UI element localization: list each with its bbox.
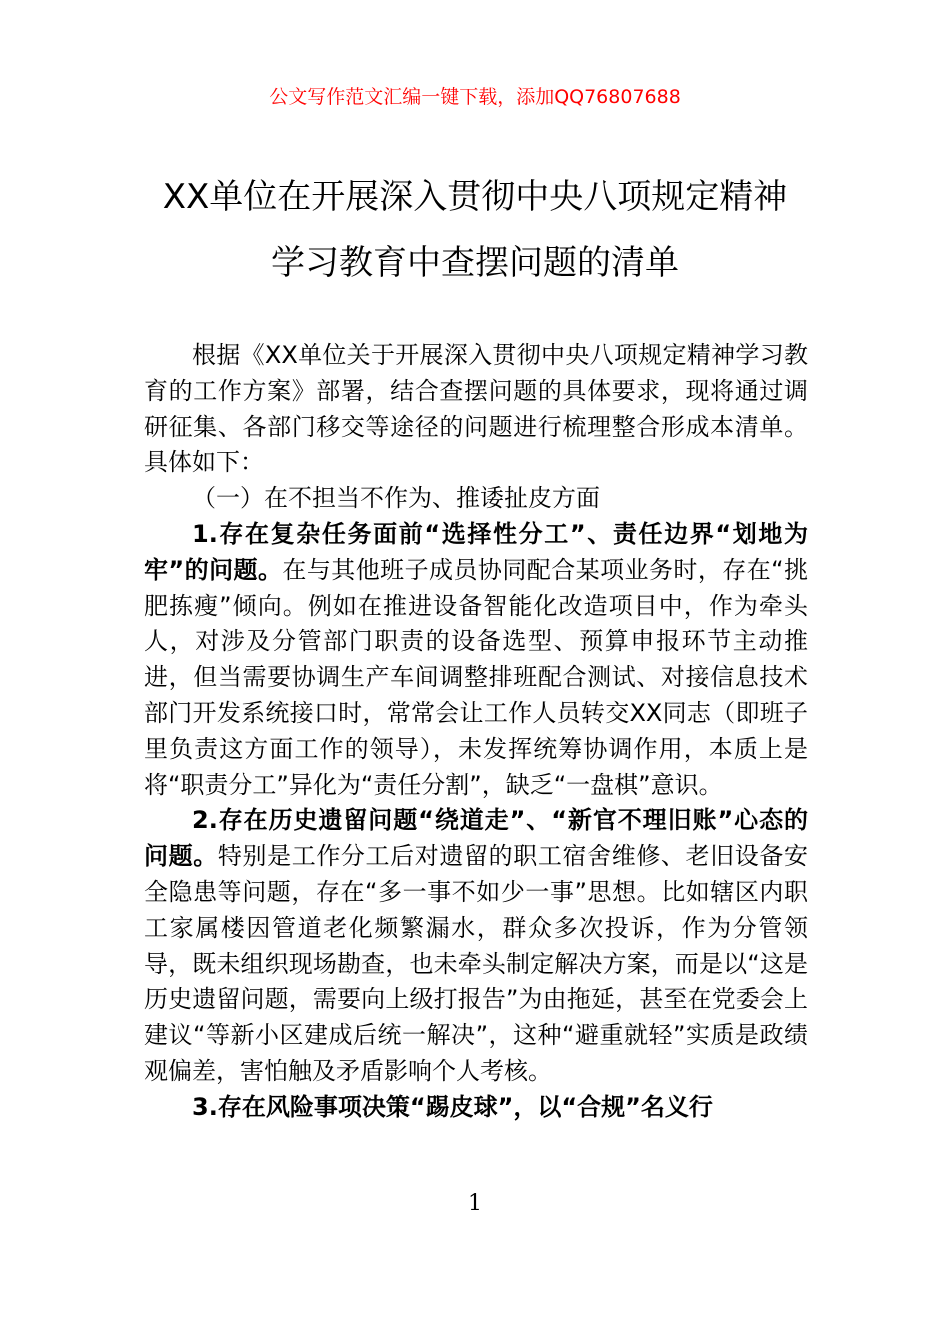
- item-heading-2: 2.存在历史遗留问题“绕道走”、“新官不理旧账”心态的问题。: [144, 806, 808, 871]
- item-body-2: 特别是工作分工后对遗留的职工宿舍维修、老旧设备安全隐患等问题，存在“多一事不如少一事”思想。比如辖区内职工家属楼因管道老化频繁漏水，群众多次投诉，作为分管领导，既未组织现场勘查，也未牵头制定解决方案，而是以“这是历史遗留问题，需要向上级打报告”为由拖延，甚至在党委会上建议“等新小区建成后统一解决”，这种“避重就轻”实质是政绩观偏差，害怕触及矛盾影响个人考核。: [144, 842, 809, 1085]
- document-body: [144, 338, 808, 1126]
- section-heading: （一）在不担当不作为、推诿扯皮方面: [192, 484, 600, 513]
- page-number: 1: [468, 1191, 482, 1216]
- header-note: 公文写作范文汇编一键下载，添加QQ76807688: [269, 86, 681, 108]
- title-line-2: 学习教育中查摆问题的清单: [271, 243, 679, 283]
- item-paragraph-1: [144, 517, 808, 803]
- intro-paragraph: 根据《XX单位关于开展深入贯彻中央八项规定精神学习教育的工作方案》部署，结合查摆问题的具体要求，现将通过调研征集、各部门移交等途径的问题进行梳理整合形成本清单。具体如下：: [144, 341, 808, 477]
- item-paragraph-2: [144, 803, 808, 1089]
- item-heading-1: 1.存在复杂任务面前“选择性分工”、责任边界“划地为牢”的问题。: [144, 519, 808, 584]
- title-line-1: XX单位在开展深入贯彻中央八项规定精神: [162, 177, 788, 217]
- item-paragraph-3: [144, 1090, 808, 1126]
- item-heading-3: 3.存在风险事项决策“踢皮球”，以“合规”名义行: [192, 1092, 713, 1121]
- document-title: [100, 164, 850, 296]
- item-body-1: 在与其他班子成员协同配合某项业务时，存在“挑肥拣瘦”倾向。例如在推进设备智能化改造项目中，作为牵头人，对涉及分管部门职责的设备选型、预算申报环节主动推进，但当需要协调生产车间调整排班配合测试、对接信息技术部门开发系统接口时，常常会让工作人员转交XX同志（即班子里负责这方面工作的领导），未发挥统筹协调作用，本质上是将“职责分工”异化为“责任分割”，缺乏“一盘棋”意识。: [144, 555, 809, 799]
